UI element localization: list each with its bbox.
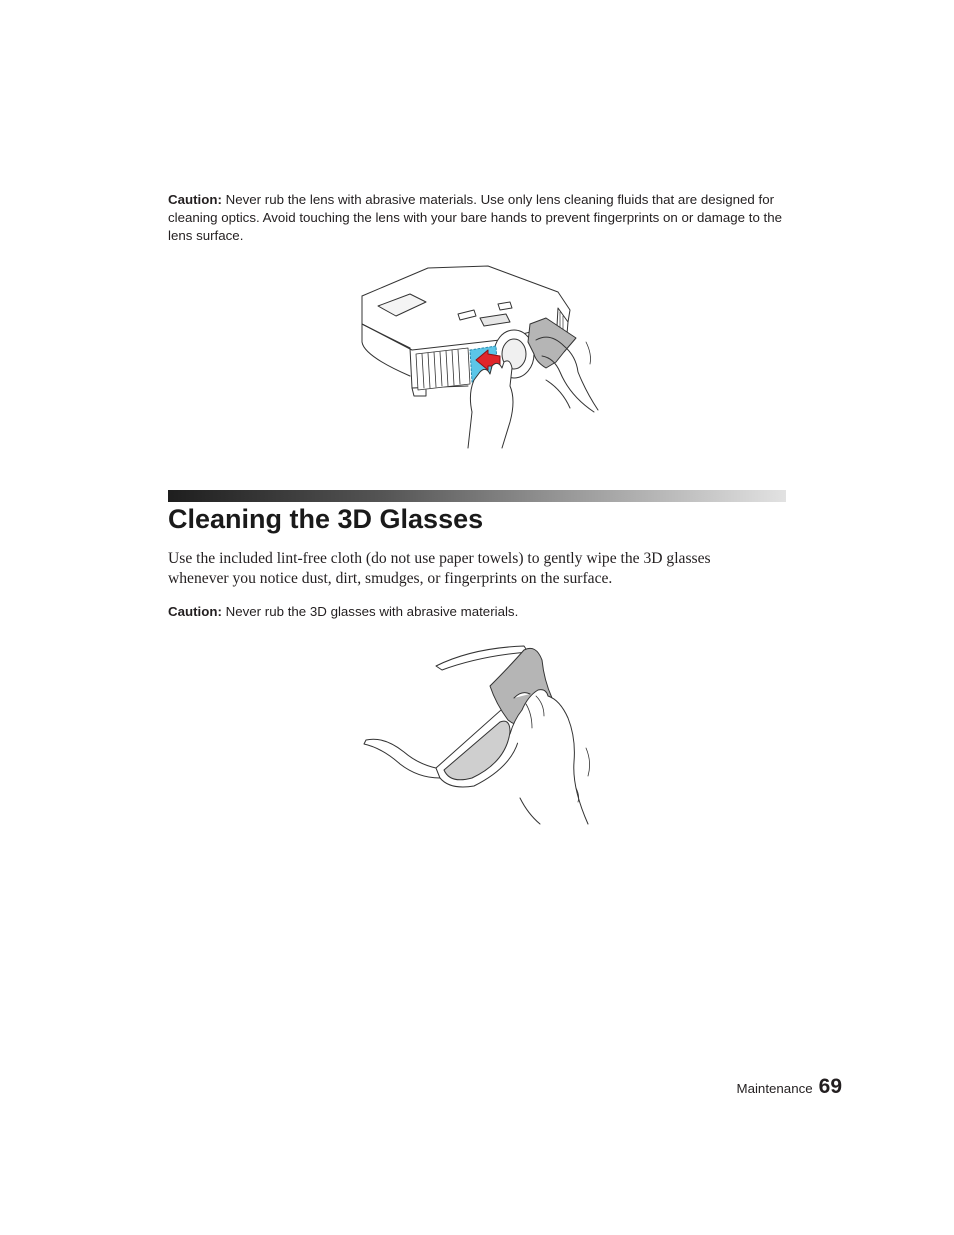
page-footer bbox=[737, 1075, 843, 1099]
caution-glasses bbox=[168, 603, 788, 621]
caution-text: Never rub the lens with abrasive materials. Use only lens cleaning fluids that are designed for cleaning optics. Avoid touching the lens with your bare hands to prevent fingerprints on or damage to the lens surface. bbox=[168, 192, 783, 243]
page-number: 69 bbox=[818, 1075, 842, 1098]
caution-label: Caution: bbox=[168, 604, 222, 619]
glasses-cleaning-illustration bbox=[360, 638, 600, 830]
front-grille bbox=[416, 348, 470, 390]
projector-lens-cleaning-illustration bbox=[350, 262, 605, 452]
caution-text: Never rub the 3D glasses with abrasive materials. bbox=[221, 604, 519, 619]
glasses-temple-lower bbox=[364, 739, 440, 778]
hand bbox=[510, 690, 588, 824]
caution-label: Caution: bbox=[168, 192, 222, 207]
glasses-lens bbox=[444, 721, 510, 780]
footer-section-name: Maintenance bbox=[736, 1081, 813, 1096]
body-paragraph: Use the included lint-free cloth (do not use paper towels) to gently wipe the 3D glasses whenever you notice dust, dirt, smudges, or fingerprints on the surface. bbox=[168, 550, 711, 587]
section-heading: Cleaning the 3D Glasses bbox=[168, 504, 484, 534]
caution-lens bbox=[168, 191, 788, 245]
